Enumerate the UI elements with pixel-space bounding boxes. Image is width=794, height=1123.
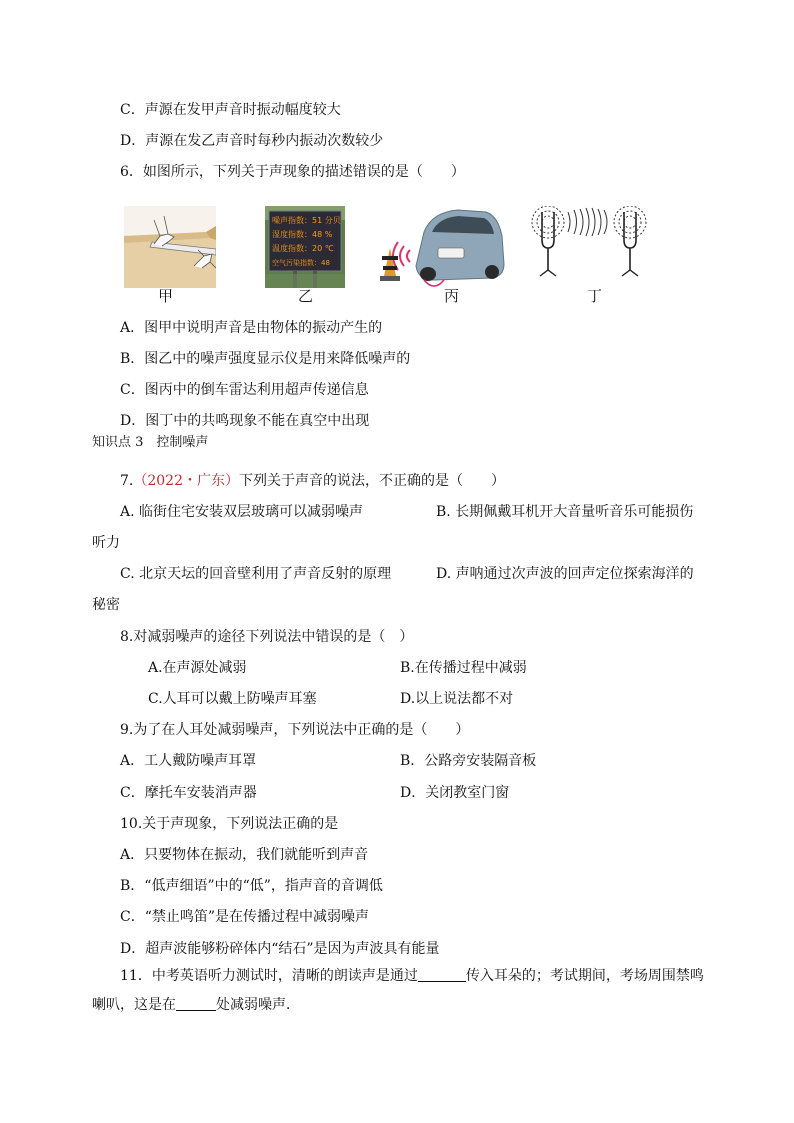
q7-option-c: C. 北京天坛的回音壁利用了声音反射的原理	[120, 566, 392, 582]
q6-option-b: B．图乙中的噪声强度显示仪是用来降低噪声的	[120, 351, 411, 367]
figure-jia	[124, 206, 216, 288]
q9-option-a: A．工人戴防噪声耳罩	[120, 753, 257, 769]
q8-option-c: C.人耳可以戴上防噪声耳塞	[148, 691, 317, 707]
q5-option-d: D．声源在发乙声音时每秒内振动次数较少	[120, 133, 384, 149]
q9-option-c: C．摩托车安装消声器	[120, 785, 257, 801]
q10-option-b: B．“低声细语”中的“低”，指声音的音调低	[120, 878, 383, 894]
q6-stem: 6．如图所示，下列关于声现象的描述错误的是（ ）	[120, 164, 465, 180]
q7-option-b-continued: 听力	[92, 535, 120, 551]
q6-option-c: C．图丙中的倒车雷达利用超声传递信息	[120, 382, 369, 398]
q7-option-b: B. 长期佩戴耳机开大音量听音乐可能损伤	[436, 504, 694, 520]
q7-number: 7.	[120, 473, 134, 489]
ruler-on-table-illustration	[124, 206, 216, 288]
q6-option-a: A．图甲中说明声音是由物体的振动产生的	[120, 320, 383, 336]
q11-text-1: 11．中考英语听力测试时，清晰的朗读声是通过	[120, 968, 418, 984]
q11-text-4: 处减弱噪声．	[216, 997, 300, 1013]
display-line-air-quality: 空气污染指数：48	[272, 259, 330, 267]
figure-ding	[526, 206, 658, 288]
q10-option-c: C．“禁止鸣笛”是在传播过程中减弱噪声	[120, 909, 370, 925]
q8-stem: 8.对减弱噪声的途径下列说法中错误的是（ ）	[120, 629, 414, 645]
q8-option-d: D.以上说法都不对	[400, 691, 514, 707]
reversing-radar-car-illustration	[374, 206, 506, 288]
q5-option-c: C．声源在发甲声音时振动幅度较大	[120, 102, 341, 118]
q8-option-b: B.在传播过程中减弱	[400, 660, 527, 676]
q6-option-d: D．图丁中的共鸣现象不能在真空中出现	[120, 413, 370, 429]
section-title: 知识点 3 控制噪声	[92, 435, 209, 450]
figure-jia-caption: 甲	[158, 287, 174, 305]
q10-stem: 10.关于声现象，下列说法正确的是	[120, 816, 339, 832]
figure-yi-caption: 乙	[298, 287, 314, 305]
q11-line2	[92, 996, 300, 1014]
q10-option-a: A．只要物体在振动，我们就能听到声音	[120, 847, 369, 863]
q7-stem-line	[120, 472, 505, 490]
q7-stem: 下列关于声音的说法，不正确的是（ ）	[239, 473, 505, 489]
display-line-humidity: 湿度指数：48 %	[272, 230, 333, 239]
tuning-fork-resonance-illustration	[526, 206, 658, 288]
q11-blank-2[interactable]	[176, 996, 216, 1011]
q9-stem: 9.为了在人耳处减弱噪声，下列说法中正确的是（ ）	[120, 722, 470, 738]
figure-bing-caption: 丙	[444, 287, 460, 305]
figure-ding-caption: 丁	[587, 287, 603, 305]
q7-option-d: D. 声呐通过次声波的回声定位探索海洋的	[436, 566, 694, 582]
figure-yi	[265, 206, 345, 288]
q9-option-d: D．关闭教室门窗	[400, 785, 510, 801]
q7-option-d-continued: 秘密	[92, 597, 120, 613]
display-line-noise: 噪声指数：51 分贝	[272, 216, 341, 225]
figure-bing	[374, 206, 506, 288]
q9-option-b: B．公路旁安装隔音板	[400, 753, 537, 769]
q7-source: （2022・广东）	[133, 473, 239, 489]
q8-option-a: A.在声源处减弱	[148, 660, 247, 676]
q11-blank-1[interactable]	[418, 967, 466, 982]
q11-text-2: 传入耳朵的；考试期间，考场周围禁鸣	[465, 968, 704, 984]
q11-line1	[120, 967, 704, 985]
q11-text-3: 喇叭，这是在	[92, 997, 176, 1013]
q7-option-a: A. 临街住宅安装双层玻璃可以减弱噪声	[120, 504, 364, 520]
display-line-temperature: 温度指数：20 ℃	[272, 244, 334, 253]
q10-option-d: D．超声波能够粉碎体内“结石”是因为声波具有能量	[120, 941, 440, 957]
